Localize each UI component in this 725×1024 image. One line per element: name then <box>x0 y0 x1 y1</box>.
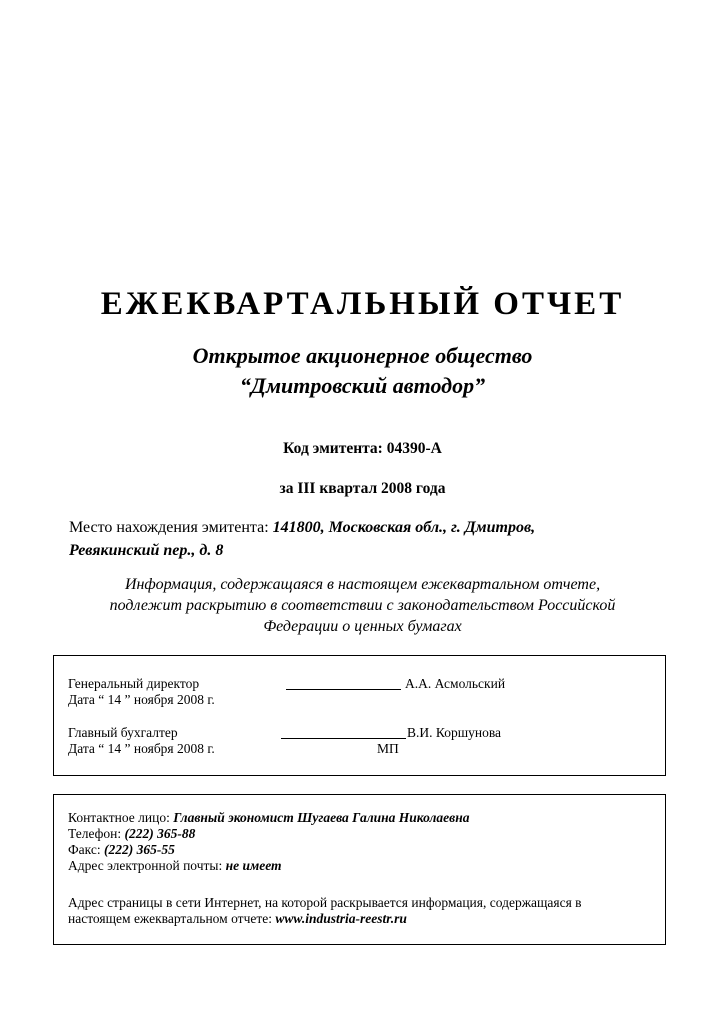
contact-person <box>68 810 469 826</box>
disclosure-line-2: подлежит раскрытию в соответствии с законодательством Российской <box>109 597 616 614</box>
email-value: не имеет <box>225 858 282 873</box>
company-type: Открытое акционерное общество <box>192 343 533 368</box>
disclosure-line-1: Информация, содержащаяся в настоящем ежеквартальном отчете, <box>124 576 601 593</box>
stamp-place: МП <box>377 741 399 756</box>
contact-email <box>68 858 282 874</box>
phone-label: Телефон: <box>68 826 125 841</box>
web-label: настоящем ежеквартальном отчете: <box>68 911 276 926</box>
web-line-2 <box>68 911 407 927</box>
director-name: А.А. Асмольский <box>405 676 506 691</box>
company-name: “Дмитровский автодор” <box>239 373 486 398</box>
email-label: Адрес электронной почты: <box>68 858 226 873</box>
report-title: ЕЖЕКВАРТАЛЬНЫЙ ОТЧЕТ <box>100 286 625 322</box>
web-link[interactable]: www.industria-reestr.ru <box>275 911 407 926</box>
contact-person-value: Главный экономист Шугаева Галина Николаевна <box>173 810 470 825</box>
contact-phone <box>68 826 195 842</box>
location-value-line2: Ревякинский пер., д. 8 <box>69 542 224 559</box>
fax-label: Факс: <box>68 842 104 857</box>
contact-box <box>53 794 666 945</box>
disclosure-note <box>60 574 665 637</box>
contact-fax <box>68 842 175 858</box>
accountant-title: Главный бухгалтер <box>68 725 178 740</box>
signatures-box <box>53 655 666 776</box>
location-value-line1: 141800, Московская обл., г. Дмитров, <box>272 519 536 536</box>
accountant-date: Дата “ 14 ” ноября 2008 г. <box>68 741 215 756</box>
web-line-1: Адрес страницы в сети Интернет, на которой раскрывается информация, содержащаяся в <box>68 895 582 910</box>
disclosure-line-3: Федерации о ценных бумагах <box>263 618 462 635</box>
report-period: за III квартал 2008 года <box>279 480 446 497</box>
accountant-name: В.И. Коршунова <box>407 725 502 740</box>
phone-value: (222) 365-88 <box>124 826 196 841</box>
director-date: Дата “ 14 ” ноября 2008 г. <box>68 692 215 707</box>
director-title: Генеральный директор <box>68 676 200 691</box>
fax-value: (222) 365-55 <box>104 842 175 857</box>
issuer-code: Код эмитента: 04390-А <box>283 440 442 457</box>
issuer-location <box>69 516 669 562</box>
director-signature-line <box>286 676 401 694</box>
contact-person-label: Контактное лицо: <box>68 810 174 825</box>
location-label: Место нахождения эмитента: <box>69 519 273 536</box>
